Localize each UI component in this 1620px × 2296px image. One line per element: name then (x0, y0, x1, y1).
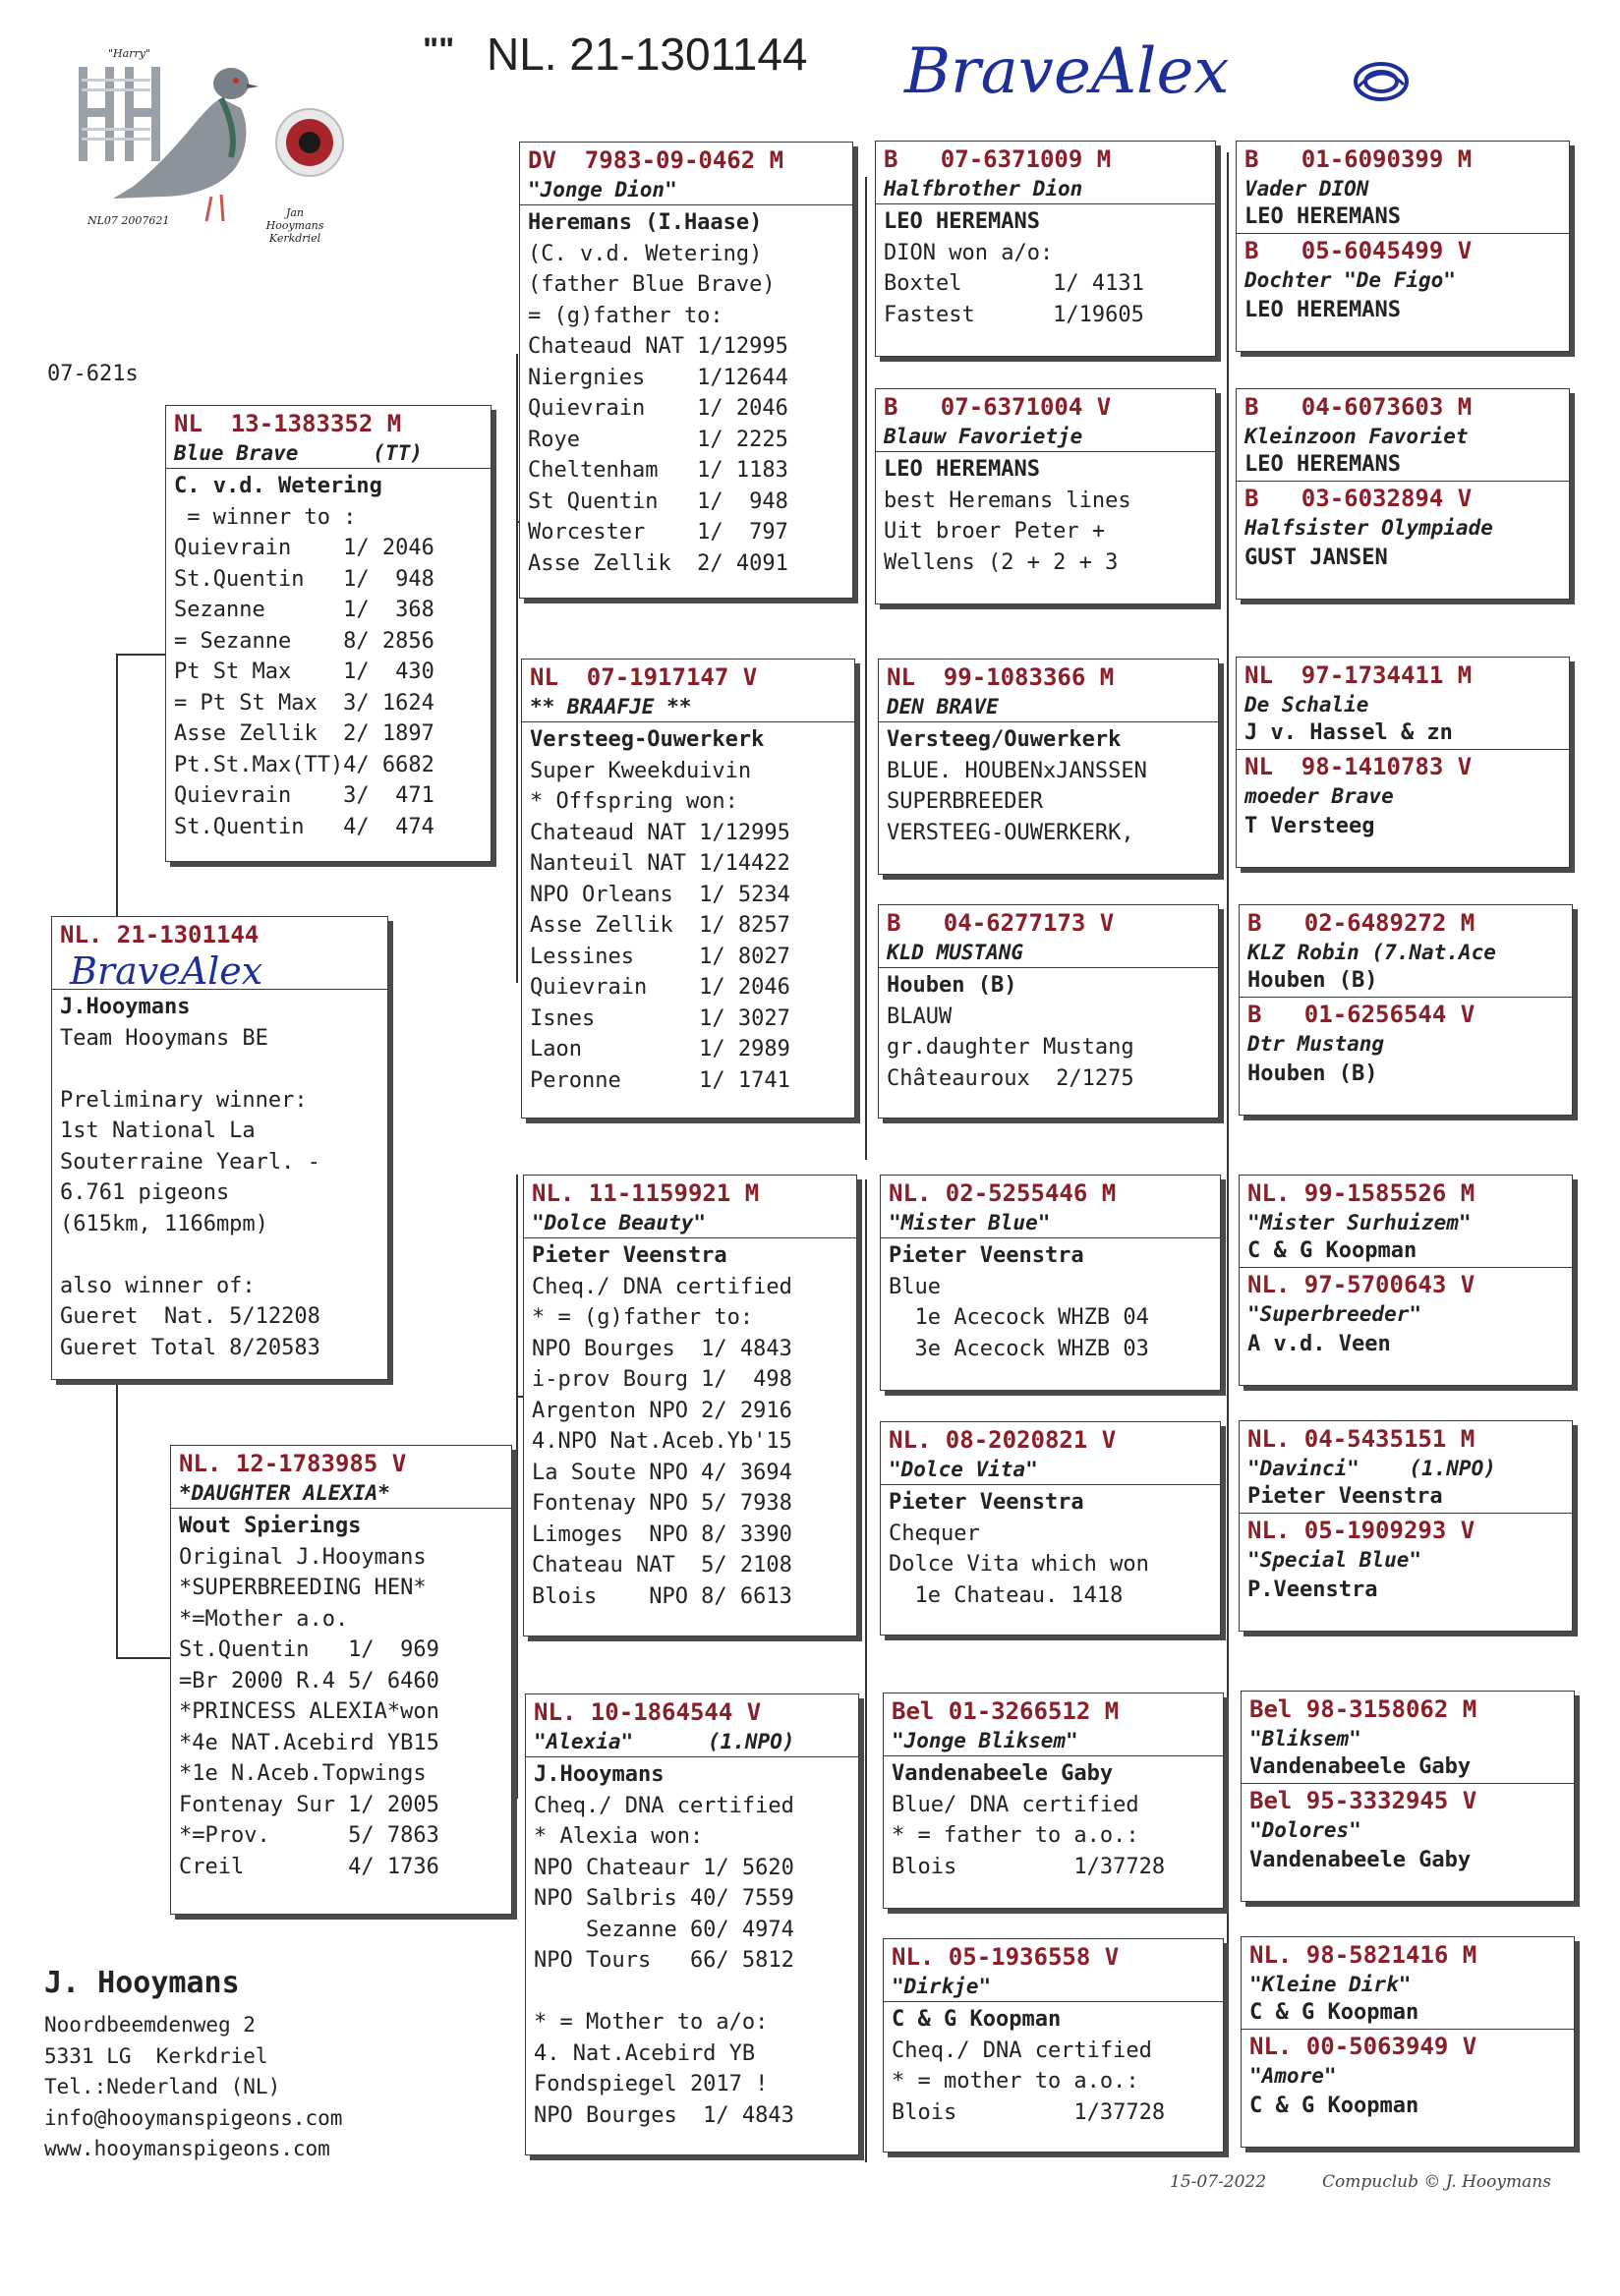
connector-line (516, 354, 518, 983)
address-line: Noordbeemdenweg 2 (44, 2013, 256, 2037)
pedigree-line: Fondspiegel 2017 ! (534, 2072, 769, 2096)
ring-number: DV 7983-09-0462 M (528, 146, 784, 174)
subject-line: Gueret Total 8/20583 (60, 1335, 320, 1360)
connector-line (116, 1657, 170, 1659)
ring-number: NL 07-1917147 V (530, 663, 758, 691)
dam-line: *=Mother a.o. (179, 1606, 349, 1632)
pedigree-line: Asse Zellik 1/ 8257 (530, 913, 790, 938)
logo-caption-top: "Harry" (108, 47, 151, 60)
ring-number: NL. 02-5255446 M (889, 1179, 1117, 1207)
great-grandparent-card (878, 904, 1219, 1119)
pigeon-name: Dochter "De Figo" (1244, 268, 1456, 292)
pedigree-line: Uit broer Peter + (884, 519, 1106, 544)
owner-name: Pieter Veenstra (1247, 1484, 1443, 1509)
grandparent-card (521, 659, 855, 1119)
sire-line: = winner to : (174, 504, 357, 530)
ancestor-pair-card (1236, 657, 1570, 868)
connector-line (116, 654, 118, 917)
subject-ring: NL. 21-1301144 (60, 921, 260, 948)
pigeon-name: Halfsister Olympiade (1244, 516, 1493, 540)
sire-name: Blue Brave (TT) (166, 438, 491, 469)
owner-name: J v. Hassel & zn (1244, 720, 1453, 745)
ring-number: NL. 05-1909293 V (1247, 1517, 1475, 1544)
sire-line: St.Quentin 1/ 948 (174, 566, 434, 592)
ring-number: B 04-6073603 M (1244, 393, 1473, 421)
ring-number: B 04-6277173 V (887, 909, 1115, 937)
great-grandparent-card (880, 1421, 1221, 1636)
owner-name: C & G Koopman (1247, 1238, 1418, 1263)
pedigree-line: BLAUW (887, 1004, 953, 1029)
ring-number: B 07-6371004 V (884, 393, 1112, 421)
ring-number: B 05-6045499 V (1244, 237, 1473, 264)
dam-ring: NL. 12-1783985 V (179, 1450, 407, 1477)
subject-line: Gueret Nat. 5/12208 (60, 1304, 320, 1329)
pedigree-line: 4. Nat.Acebird YB (534, 2040, 756, 2066)
pedigree-line: DION won a/o: (884, 240, 1054, 265)
sire-card (165, 405, 492, 862)
dam-line: *4e NAT.Acebird YB15 (179, 1730, 439, 1755)
pedigree-line: Pieter Veenstra (889, 1490, 1084, 1515)
pedigree-line: Vandenabeele Gaby (892, 1761, 1114, 1786)
pedigree-line: * Offspring won: (530, 789, 738, 814)
ancestor-pair-card (1236, 388, 1570, 600)
pedigree-line: C & G Koopman (892, 2007, 1062, 2032)
pedigree-line: Blue (889, 1274, 941, 1299)
great-grandparent-card (875, 141, 1216, 357)
pedigree-line: SUPERBREEDER (887, 789, 1043, 814)
ring-number: B 07-6371009 M (884, 145, 1112, 173)
pedigree-line: Quievrain 1/ 2046 (530, 975, 790, 1000)
pedigree-line: Nanteuil NAT 1/14422 (530, 851, 790, 876)
pedigree-line (534, 1977, 850, 2008)
pigeon-name: "Jonge Bliksem" (884, 1726, 1223, 1756)
ring-number: NL. 08-2020821 V (889, 1426, 1117, 1454)
ring-number: NL. 99-1585526 M (1247, 1179, 1475, 1207)
pigeon-name: "Special Blue" (1247, 1548, 1422, 1572)
pedigree-line: Chequer (889, 1521, 980, 1546)
pigeon-name: KLD MUSTANG (879, 938, 1218, 968)
dam-line: Fontenay Sur 1/ 2005 (179, 1792, 439, 1817)
sire-line: Asse Zellik 2/ 1897 (174, 721, 434, 746)
pedigree-line: Fastest 1/19605 (884, 302, 1144, 327)
pedigree-line: NPO Orleans 1/ 5234 (530, 882, 790, 907)
pedigree-line: Boxtel 1/ 4131 (884, 271, 1144, 296)
ring-number: NL 99-1083366 M (887, 663, 1115, 691)
ring-number: NL. 04-5435151 M (1247, 1425, 1475, 1453)
pedigree-line: Wellens (2 + 2 + 3 (884, 549, 1119, 575)
dam-line: *=Prov. 5/ 7863 (179, 1823, 439, 1848)
pedigree-line: NPO Bourges 1/ 4843 (532, 1336, 792, 1361)
dam-line: *1e N.Aceb.Topwings (179, 1761, 427, 1786)
pedigree-line: LEO HEREMANS (884, 457, 1040, 482)
ring-number: B 02-6489272 M (1247, 909, 1475, 937)
sire-line: = Sezanne 8/ 2856 (174, 628, 434, 654)
pedigree-line: BLUE. HOUBENxJANSSEN (887, 758, 1147, 783)
great-grandparent-card (883, 1938, 1224, 2152)
connector-line (1227, 152, 1229, 2118)
pedigree-line: Cheq./ DNA certified (534, 1793, 794, 1818)
ancestor-pair-card (1241, 1936, 1575, 2148)
dam-card (170, 1445, 512, 1915)
pigeon-name: "Davinci" (1.NPO) (1247, 1457, 1496, 1480)
grandparent-card (519, 142, 853, 599)
subject-line (60, 1239, 379, 1271)
pedigree-line: Isnes 1/ 3027 (530, 1005, 790, 1031)
pedigree-line: NPO Tours 66/ 5812 (534, 1948, 794, 1973)
code-label: 07-621s (47, 362, 139, 386)
logo-caption-owner: Jan Hooymans Kerkdriel (265, 206, 324, 245)
pedigree-line: * = Mother to a/o: (534, 2010, 769, 2035)
ring-number: NL. 10-1864544 V (534, 1698, 762, 1726)
ring-number: NL. 97-5700643 V (1247, 1271, 1475, 1298)
subject-line: Team Hooymans BE (60, 1025, 268, 1051)
ring-number: NL. 05-1936558 V (892, 1943, 1120, 1971)
sire-line: Sezanne 1/ 368 (174, 598, 434, 622)
great-grandparent-card (880, 1175, 1221, 1391)
pedigree-line: NPO Chateaur 1/ 5620 (534, 1855, 794, 1880)
connector-line (116, 654, 165, 656)
logo-caption-ring: NL07 2007621 (87, 214, 170, 227)
pigeon-name: "Alexia" (1.NPO) (526, 1727, 858, 1757)
owner-name: GUST JANSEN (1244, 545, 1388, 570)
pedigree-line: Houben (B) (887, 973, 1017, 998)
pigeon-name: Dtr Mustang (1247, 1032, 1385, 1056)
grandparent-card (525, 1693, 859, 2155)
header-ring-number: NL. 21-1301144 (487, 29, 808, 80)
pedigree-line: Heremans (I.Haase) (528, 210, 763, 235)
pedigree-line: Blue/ DNA certified (892, 1792, 1139, 1817)
ring-number: B 01-6090399 M (1244, 145, 1473, 173)
pedigree-line: Châteauroux 2/1275 (887, 1065, 1134, 1091)
great-grandparent-card (875, 388, 1216, 604)
dam-line: Creil 4/ 1736 (179, 1854, 439, 1879)
pedigree-line: Fontenay NPO 5/ 7938 (532, 1491, 792, 1516)
pedigree-line: Asse Zellik 2/ 4091 (528, 550, 788, 576)
pedigree-line: LEO HEREMANS (884, 209, 1040, 234)
pedigree-line: 3e Acecock WHZB 03 (889, 1336, 1149, 1361)
pedigree-line: NPO Bourges 1/ 4843 (534, 2102, 794, 2128)
pedigree-line: 1e Chateau. 1418 (889, 1582, 1124, 1608)
pedigree-line: Cheq./ DNA certified (892, 2038, 1152, 2063)
subject-line: also winner of: (60, 1273, 256, 1298)
pedigree-line: Pieter Veenstra (889, 1243, 1084, 1268)
owner-name: P.Veenstra (1247, 1578, 1378, 1602)
pedigree-line: best Heremans lines (884, 488, 1131, 513)
owner-name: Houben (B) (1247, 1062, 1378, 1086)
pedigree-line: i-prov Bourg 1/ 498 (532, 1367, 792, 1392)
dam-name: *DAUGHTER ALEXIA* (171, 1478, 511, 1509)
pedigree-line: Limoges NPO 8/ 3390 (532, 1521, 792, 1547)
pigeon-name: Vader DION (1244, 177, 1369, 201)
dam-line: Wout Spierings (179, 1514, 362, 1538)
pedigree-line: Super Kweekduivin (530, 758, 752, 783)
subject-line: 1st National La (60, 1119, 256, 1143)
pigeon-name: DEN BRAVE (879, 692, 1218, 722)
pigeon-name: "Dolores" (1249, 1818, 1361, 1842)
pedigree-line: Argenton NPO 2/ 2916 (532, 1398, 792, 1423)
owner-name: C & G Koopman (1249, 2094, 1419, 2118)
pedigree-line: Pieter Veenstra (532, 1243, 727, 1268)
dam-line: =Br 2000 R.4 5/ 6460 (179, 1668, 439, 1693)
dam-line: *PRINCESS ALEXIA*won (179, 1699, 439, 1724)
owner-name: Houben (B) (1247, 968, 1378, 993)
pedigree-line: Blois 1/37728 (892, 2099, 1166, 2125)
sire-line: St.Quentin 4/ 474 (174, 814, 434, 839)
pedigree-line: Cheltenham 1/ 1183 (528, 458, 788, 483)
pedigree-line: Dolce Vita which won (889, 1552, 1149, 1577)
dam-line: Original J.Hooymans (179, 1544, 427, 1570)
pedigree-line: VERSTEEG-OUWERKERK, (887, 820, 1134, 845)
owner-name: A v.d. Veen (1247, 1332, 1391, 1356)
connector-line (116, 1381, 118, 1659)
ring-number: Bel 95-3332945 V (1249, 1787, 1477, 1814)
ancestor-pair-card (1239, 904, 1573, 1116)
great-grandparent-card (883, 1693, 1224, 1909)
pedigree-line: Niergnies 1/12644 (528, 365, 788, 390)
owner-name: Vandenabeele Gaby (1249, 1848, 1472, 1872)
pedigree-line: = (g)father to: (528, 303, 723, 328)
pigeon-name: Halfbrother Dion (876, 174, 1215, 204)
sire-line: Pt.St.Max(TT)4/ 6682 (174, 752, 434, 777)
sire-line: Pt St Max 1/ 430 (174, 660, 434, 684)
pigeon-name: "Kleine Dirk" (1249, 1973, 1412, 1996)
pigeon-name: "Amore" (1249, 2064, 1337, 2088)
ring-number: NL. 98-5821416 M (1249, 1941, 1477, 1969)
pedigree-line: gr.daughter Mustang (887, 1035, 1134, 1060)
ring-number: Bel 01-3266512 M (892, 1697, 1120, 1725)
owner-name: C & G Koopman (1249, 2000, 1419, 2025)
pigeon-name: moeder Brave (1244, 784, 1394, 808)
pigeon-name: "Dolce Vita" (881, 1455, 1220, 1485)
subject-pigeon-card (51, 916, 388, 1380)
sire-line: C. v.d. Wetering (174, 474, 382, 498)
pigeon-name: KLZ Robin (7.Nat.Ace (1247, 941, 1496, 964)
ring-number: NL. 11-1159921 M (532, 1179, 760, 1207)
pedigree-line: J.Hooymans (534, 1762, 665, 1787)
pigeon-name: "Dirkje" (884, 1972, 1223, 2002)
connector-line (516, 1175, 518, 1799)
pedigree-line: Laon 1/ 2989 (530, 1037, 790, 1062)
sire-ring: NL 13-1383352 M (174, 410, 402, 437)
great-grandparent-card (878, 659, 1219, 875)
pigeon-name: "Superbreeder" (1247, 1302, 1422, 1326)
sire-line: Quievrain 1/ 2046 (174, 536, 434, 560)
pedigree-line: Chateau NAT 5/ 2108 (532, 1553, 792, 1578)
pigeon-name: "Jonge Dion" (520, 175, 852, 205)
subject-line: Preliminary winner: (60, 1087, 308, 1113)
pigeon-name: "Bliksem" (1249, 1727, 1361, 1751)
pedigree-line: Versteeg/Ouwerkerk (887, 727, 1122, 752)
owner-name: LEO HEREMANS (1244, 452, 1401, 477)
pedigree-line: NPO Salbris 40/ 7559 (534, 1886, 794, 1911)
pedigree-line: * = father to a.o.: (892, 1823, 1139, 1848)
pigeon-name: "Mister Surhuizem" (1247, 1211, 1472, 1234)
pigeon-name: De Schalie (1244, 693, 1369, 717)
breeder-name: J. Hooymans (44, 1966, 240, 2000)
subject-handwritten-name: BraveAlex (52, 949, 387, 990)
email-link[interactable]: info@hooymanspigeons.com (44, 2105, 343, 2130)
pedigree-line: Lessines 1/ 8027 (530, 944, 790, 969)
subject-line: Souterraine Yearl. - (60, 1149, 320, 1175)
pigeon-name: Blauw Favorietje (876, 422, 1215, 452)
pedigree-line: * Alexia won: (534, 1824, 704, 1849)
subject-line: 6.761 pigeons (60, 1180, 230, 1205)
ancestor-pair-card (1239, 1175, 1573, 1386)
owner-name: T Versteeg (1244, 814, 1375, 838)
sire-line: Quievrain 3/ 471 (174, 783, 434, 808)
pigeon-logo (74, 39, 349, 246)
pedigree-line: La Soute NPO 4/ 3694 (532, 1460, 792, 1485)
pedigree-line: Worcester 1/ 797 (528, 520, 788, 545)
dam-line: *SUPERBREEDING HEN* (179, 1576, 427, 1600)
owner-name: LEO HEREMANS (1244, 298, 1401, 322)
pedigree-line: Sezanne 60/ 4974 (534, 1917, 794, 1942)
pedigree-line: (father Blue Brave) (528, 272, 776, 297)
subject-line: J.Hooymans (60, 995, 191, 1019)
ring-number: NL. 00-5063949 V (1249, 2033, 1477, 2060)
pigeon-name: "Dolce Beauty" (524, 1208, 856, 1238)
pedigree-line: (C. v.d. Wetering) (528, 241, 763, 266)
pedigree-line: St Quentin 1/ 948 (528, 488, 788, 514)
address-line: 5331 LG Kerkdriel (44, 2043, 268, 2068)
pedigree-line: Peronne 1/ 1741 (530, 1067, 790, 1093)
ring-number: NL 97-1734411 M (1244, 661, 1473, 689)
pedigree-line: Versteeg-Ouwerkerk (530, 727, 765, 752)
subject-line: (615km, 1166mpm) (60, 1211, 268, 1236)
owner-name: LEO HEREMANS (1244, 204, 1401, 229)
pigeon-name: ** BRAAFJE ** (522, 692, 854, 722)
pedigree-line: * = mother to a.o.: (892, 2069, 1139, 2094)
breeder-contact (44, 1966, 342, 2165)
pedigree-line: Blois 1/37728 (892, 1854, 1166, 1879)
ring-number: B 03-6032894 V (1244, 485, 1473, 512)
header-handwritten-name: BraveAlex (904, 35, 1230, 108)
dam-line: St.Quentin 1/ 969 (179, 1637, 439, 1662)
ring-number: Bel 98-3158062 M (1249, 1695, 1477, 1723)
ancestor-pair-card (1241, 1691, 1575, 1902)
ancestor-pair-card (1239, 1420, 1573, 1632)
pigeon-name: Kleinzoon Favoriet (1244, 425, 1469, 448)
ring-number: B 01-6256544 V (1247, 1001, 1475, 1028)
pedigree-line: Roye 1/ 2225 (528, 427, 788, 452)
sire-line: = Pt St Max 3/ 1624 (174, 690, 434, 716)
subject-line (60, 1054, 379, 1085)
pedigree-line: Chateaud NAT 1/12995 (528, 334, 788, 359)
ancestor-pair-card (1236, 141, 1570, 352)
pedigree-line: 1e Acecock WHZB 04 (889, 1305, 1149, 1330)
pedigree-line: Quievrain 1/ 2046 (528, 396, 788, 421)
pedigree-line: Cheq./ DNA certified (532, 1274, 792, 1299)
pedigree-line: * = (g)father to: (532, 1305, 754, 1330)
header-quote-mark: "" (423, 31, 455, 69)
footer-credit: Compuclub © J. Hooymans (1322, 2172, 1551, 2192)
pedigree-line: Chateaud NAT 1/12995 (530, 820, 790, 845)
connector-line (865, 1179, 867, 2162)
footer-date: 15-07-2022 (1170, 2172, 1267, 2192)
grandparent-card (523, 1175, 857, 1636)
scribble-mark (1347, 57, 1416, 110)
pigeon-name: "Mister Blue" (881, 1208, 1220, 1238)
pedigree-line: Blois NPO 8/ 6613 (532, 1583, 792, 1609)
connector-line (865, 177, 867, 1160)
website-link[interactable]: www.hooymanspigeons.com (44, 2137, 330, 2160)
ring-number: NL 98-1410783 V (1244, 753, 1473, 780)
owner-name: Vandenabeele Gaby (1249, 1754, 1472, 1779)
phone-line: Tel.:Nederland (NL) (44, 2075, 281, 2098)
pedigree-line: 4.NPO Nat.Aceb.Yb'15 (532, 1429, 792, 1454)
